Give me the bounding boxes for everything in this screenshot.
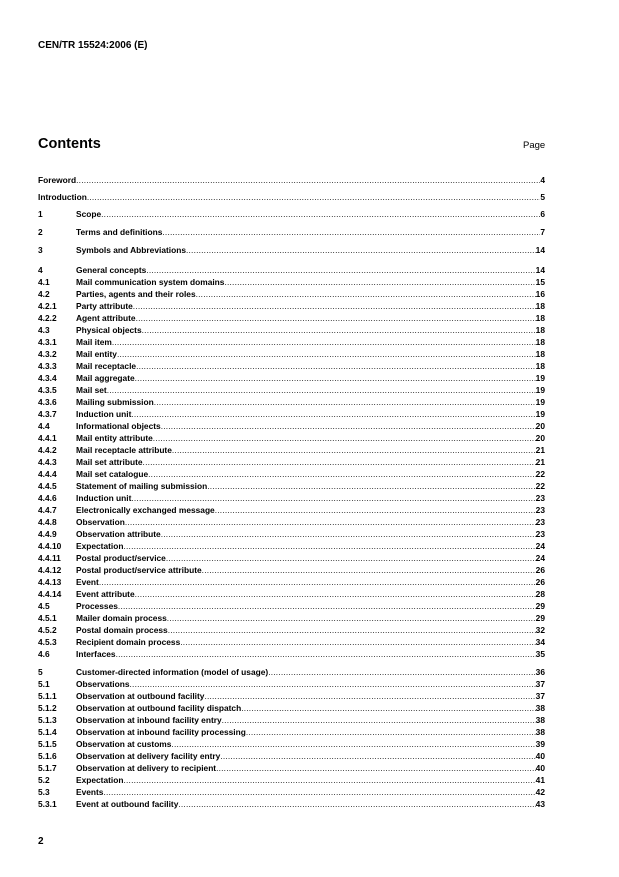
toc-entry-title: Agent attribute — [76, 313, 136, 323]
toc-entry-page: 28 — [535, 589, 545, 599]
toc-entry-page: 36 — [535, 667, 545, 677]
toc-entry-page: 23 — [535, 493, 545, 503]
toc-entry-page: 23 — [535, 529, 545, 539]
toc-leader-dots — [268, 667, 535, 677]
toc-leader-dots — [143, 457, 536, 467]
toc-entry-title: Processes — [76, 601, 118, 611]
toc-entry-title: Foreword — [38, 175, 77, 185]
toc-entry-title: Scope — [76, 209, 102, 219]
toc-entry-title: Expectation — [76, 541, 124, 551]
toc-entry-number: 5.3 — [38, 787, 50, 797]
toc-entry-title: Observation at outbound facility — [76, 691, 205, 701]
toc-entry-title: Mailing submission — [76, 397, 154, 407]
toc-leader-dots — [135, 373, 536, 383]
toc-entry-number: 4.4.1 — [38, 433, 57, 443]
toc-entry-page: 40 — [535, 763, 545, 773]
toc-entry-title: Induction unit — [76, 493, 132, 503]
toc-entry-page: 29 — [535, 613, 545, 623]
toc-entry-number: 4.6 — [38, 649, 50, 659]
toc-entry-page: 21 — [535, 445, 545, 455]
toc-entry-title: Mail set attribute — [76, 457, 143, 467]
toc-entry-number: 4.2.2 — [38, 313, 57, 323]
toc-leader-dots — [216, 763, 536, 773]
toc-entry[interactable] — [38, 335, 545, 347]
toc-entry-number: 4 — [38, 265, 43, 275]
toc-entry[interactable] — [38, 323, 545, 335]
toc-leader-dots — [99, 577, 536, 587]
toc-entry-number: 5.3.1 — [38, 799, 57, 809]
toc-entry-number: 4.5.2 — [38, 625, 57, 635]
toc-leader-dots — [172, 445, 536, 455]
toc-entry-number: 4.4.7 — [38, 505, 57, 515]
toc-leader-dots — [148, 469, 536, 479]
toc-entry-number: 4.3.6 — [38, 397, 57, 407]
toc-entry[interactable] — [38, 713, 545, 725]
document-header: CEN/TR 15524:2006 (E) — [38, 40, 148, 51]
toc-entry-page: 21 — [535, 457, 545, 467]
toc-entry-number: 4.5.3 — [38, 637, 57, 647]
toc-entry-title: Mail set — [76, 385, 107, 395]
toc-leader-dots — [178, 799, 535, 809]
toc-entry[interactable] — [38, 587, 545, 599]
toc-leader-dots — [125, 517, 536, 527]
toc-entry-page: 24 — [535, 541, 545, 551]
toc-entry[interactable] — [38, 539, 545, 551]
toc-entry-page: 18 — [535, 301, 545, 311]
toc-entry[interactable] — [38, 689, 545, 701]
toc-entry-page: 5 — [540, 192, 545, 202]
toc-leader-dots — [215, 505, 536, 515]
toc-entry-number: 4.5 — [38, 601, 50, 611]
toc-entry-number: 5.1.5 — [38, 739, 57, 749]
toc-entry-number: 4.4.9 — [38, 529, 57, 539]
toc-entry-title: Mail set catalogue — [76, 469, 149, 479]
toc-entry-number: 4.3.4 — [38, 373, 57, 383]
toc-entry-number: 4.4.13 — [38, 577, 62, 587]
toc-entry-title: Observation at delivery to recipient — [76, 763, 217, 773]
toc-leader-dots — [186, 245, 536, 255]
toc-entry-title: Postal product/service attribute — [76, 565, 202, 575]
toc-entry-page: 26 — [535, 565, 545, 575]
toc-leader-dots — [207, 481, 535, 491]
toc-leader-dots — [196, 289, 536, 299]
toc-entry-page: 19 — [535, 409, 545, 419]
toc-leader-dots — [107, 385, 536, 395]
toc-entry-page: 15 — [535, 277, 545, 287]
toc-entry-number: 4.4.5 — [38, 481, 57, 491]
toc-entry-title: Observation attribute — [76, 529, 161, 539]
toc-leader-dots — [161, 421, 536, 431]
toc-entry-title: Physical objects — [76, 325, 142, 335]
toc-leader-dots — [123, 541, 535, 551]
toc-entry-page: 42 — [535, 787, 545, 797]
toc-entry[interactable] — [38, 563, 545, 575]
toc-leader-dots — [123, 775, 535, 785]
toc-entry-title: Interfaces — [76, 649, 116, 659]
page-column-label: Page — [523, 140, 546, 151]
toc-entry-page: 37 — [535, 679, 545, 689]
toc-entry[interactable] — [38, 467, 545, 479]
toc-leader-dots — [116, 649, 536, 659]
toc-entry[interactable] — [38, 599, 545, 611]
toc-entry-page: 7 — [540, 227, 545, 237]
toc-entry-title: Mail aggregate — [76, 373, 135, 383]
toc-entry-title: Observation at outbound facility dispatch — [76, 703, 242, 713]
toc-leader-dots — [154, 397, 536, 407]
toc-entry-title: Observation at customs — [76, 739, 172, 749]
toc-entry-number: 5 — [38, 667, 43, 677]
toc-entry[interactable] — [38, 431, 545, 443]
toc-entry-page: 22 — [535, 481, 545, 491]
toc-entry-number: 4.4.3 — [38, 457, 57, 467]
toc-entry[interactable] — [38, 299, 545, 311]
toc-entry-number: 4.4.11 — [38, 553, 61, 563]
toc-leader-dots — [136, 361, 536, 371]
toc-entry-number: 4.1 — [38, 277, 50, 287]
toc-entry-title: Mail entity — [76, 349, 117, 359]
toc-entry[interactable] — [38, 395, 545, 407]
toc-entry-title: Parties, agents and their roles — [76, 289, 196, 299]
toc-entry[interactable] — [38, 443, 545, 455]
toc-entry-page: 18 — [535, 361, 545, 371]
toc-entry-page: 29 — [535, 601, 545, 611]
toc-entry-page: 38 — [535, 727, 545, 737]
toc-entry[interactable] — [38, 359, 545, 371]
toc-leader-dots — [167, 613, 536, 623]
toc-leader-dots — [168, 625, 536, 635]
toc-entry[interactable] — [38, 551, 545, 563]
page-number: 2 — [38, 836, 44, 847]
toc-entry-number: 4.4.8 — [38, 517, 57, 527]
toc-entry-number: 4.3.1 — [38, 337, 57, 347]
toc-entry-number: 4.4.14 — [38, 589, 62, 599]
toc-entry-number: 4.2 — [38, 289, 50, 299]
toc-entry-title: Mail communication system domains — [76, 277, 225, 287]
toc-entry-page: 34 — [535, 637, 545, 647]
toc-entry-page: 37 — [535, 691, 545, 701]
toc-entry-number: 5.1.4 — [38, 727, 57, 737]
toc-entry-page: 39 — [535, 739, 545, 749]
toc-leader-dots — [246, 727, 536, 737]
toc-entry-page: 26 — [535, 577, 545, 587]
toc-entry[interactable] — [38, 647, 545, 659]
toc-leader-dots — [133, 301, 536, 311]
toc-entry[interactable] — [38, 407, 545, 419]
toc-entry-number: 4.3.3 — [38, 361, 57, 371]
toc-entry-number: 4.4 — [38, 421, 50, 431]
toc-leader-dots — [136, 313, 536, 323]
toc-entry-title: Introduction — [38, 192, 87, 202]
toc-entry-title: Event attribute — [76, 589, 135, 599]
toc-entry-number: 5.1 — [38, 679, 50, 689]
toc-entry-page: 43 — [535, 799, 545, 809]
toc-entry[interactable] — [38, 455, 545, 467]
toc-entry-title: Events — [76, 787, 104, 797]
toc-entry-title: Observations — [76, 679, 130, 689]
toc-entry-title: Party attribute — [76, 301, 133, 311]
toc-entry[interactable] — [38, 575, 545, 587]
toc-entry-number: 4.3 — [38, 325, 50, 335]
toc-entry[interactable] — [38, 263, 545, 275]
toc-entry-page: 40 — [535, 751, 545, 761]
toc-entry[interactable] — [38, 207, 545, 219]
toc-entry-title: Recipient domain process — [76, 637, 181, 647]
toc-leader-dots — [162, 227, 540, 237]
toc-entry-page: 19 — [535, 373, 545, 383]
toc-entry-number: 4.2.1 — [38, 301, 57, 311]
toc-entry[interactable] — [38, 773, 545, 785]
toc-leader-dots — [101, 209, 540, 219]
toc-entry-title: Observation at delivery facility entry — [76, 751, 221, 761]
toc-entry-page: 20 — [535, 433, 545, 443]
toc-entry-page: 16 — [535, 289, 545, 299]
toc-entry-page: 14 — [535, 265, 545, 275]
toc-entry-page: 6 — [540, 209, 545, 219]
toc-entry[interactable] — [38, 635, 545, 647]
toc-entry-title: Observation at inbound facility entry — [76, 715, 222, 725]
toc-entry[interactable] — [38, 173, 545, 185]
toc-entry[interactable] — [38, 190, 545, 202]
toc-leader-dots — [118, 601, 536, 611]
toc-entry-number: 4.4.10 — [38, 541, 62, 551]
toc-entry-page: 38 — [535, 703, 545, 713]
toc-entry[interactable] — [38, 623, 545, 635]
toc-entry-number: 4.3.2 — [38, 349, 57, 359]
toc-entry-number: 4.4.6 — [38, 493, 57, 503]
toc-entry[interactable] — [38, 311, 545, 323]
toc-leader-dots — [202, 565, 536, 575]
toc-entry-title: Informational objects — [76, 421, 161, 431]
toc-entry[interactable] — [38, 243, 545, 255]
toc-entry[interactable] — [38, 761, 545, 773]
toc-entry-number: 5.1.6 — [38, 751, 57, 761]
toc-entry[interactable] — [38, 275, 545, 287]
toc-entry-page: 18 — [535, 325, 545, 335]
toc-entry-title: Mail entity attribute — [76, 433, 153, 443]
toc-entry-title: Event — [76, 577, 99, 587]
toc-entry-title: Symbols and Abbreviations — [76, 245, 186, 255]
toc-entry-page: 14 — [535, 245, 545, 255]
toc-entry[interactable] — [38, 503, 545, 515]
toc-leader-dots — [103, 787, 535, 797]
toc-leader-dots — [224, 277, 535, 287]
toc-entry-title: Observation at inbound facility processing — [76, 727, 246, 737]
toc-entry[interactable] — [38, 371, 545, 383]
toc-entry-page: 38 — [535, 715, 545, 725]
toc-entry-title: Mail receptacle attribute — [76, 445, 172, 455]
toc-entry[interactable] — [38, 737, 545, 749]
toc-entry[interactable] — [38, 665, 545, 677]
toc-entry-page: 35 — [535, 649, 545, 659]
toc-entry[interactable] — [38, 225, 545, 237]
toc-entry-number: 5.1.1 — [38, 691, 57, 701]
toc-leader-dots — [146, 265, 535, 275]
toc-entry[interactable] — [38, 749, 545, 761]
toc-entry[interactable] — [38, 347, 545, 359]
toc-entry-number: 4.4.12 — [38, 565, 62, 575]
toc-entry-title: Terms and definitions — [76, 227, 163, 237]
toc-entry-title: Mailer domain process — [76, 613, 167, 623]
toc-entry-number: 5.1.7 — [38, 763, 57, 773]
toc-entry-number: 4.3.7 — [38, 409, 57, 419]
toc-entry-number: 4.3.5 — [38, 385, 57, 395]
toc-entry-number: 5.1.3 — [38, 715, 57, 725]
toc-entry-number: 1 — [38, 209, 43, 219]
toc-entry-title: Event at outbound facility — [76, 799, 179, 809]
toc-leader-dots — [131, 409, 535, 419]
toc-entry-page: 4 — [540, 175, 545, 185]
toc-entry-number: 3 — [38, 245, 43, 255]
toc-leader-dots — [220, 751, 535, 761]
toc-entry-title: Statement of mailing submission — [76, 481, 208, 491]
toc-entry-page: 19 — [535, 397, 545, 407]
toc-entry-number: 2 — [38, 227, 43, 237]
toc-entry-page: 19 — [535, 385, 545, 395]
toc-entry[interactable] — [38, 383, 545, 395]
toc-leader-dots — [142, 325, 536, 335]
toc-leader-dots — [112, 337, 536, 347]
toc-entry[interactable] — [38, 479, 545, 491]
toc-leader-dots — [171, 739, 535, 749]
toc-entry[interactable] — [38, 419, 545, 431]
toc-entry-page: 20 — [535, 421, 545, 431]
toc-leader-dots — [241, 703, 535, 713]
toc-entry-title: Induction unit — [76, 409, 132, 419]
toc-entry-number: 5.2 — [38, 775, 50, 785]
toc-entry-page: 18 — [535, 313, 545, 323]
toc-leader-dots — [131, 493, 535, 503]
toc-entry-title: Expectation — [76, 775, 124, 785]
toc-leader-dots — [130, 679, 536, 689]
toc-entry-page: 24 — [535, 553, 545, 563]
toc-leader-dots — [166, 553, 536, 563]
toc-entry[interactable] — [38, 491, 545, 503]
toc-entry-title: Mail item — [76, 337, 112, 347]
toc-entry-page: 23 — [535, 517, 545, 527]
toc-entry[interactable] — [38, 797, 545, 809]
toc-entry[interactable] — [38, 611, 545, 623]
toc-leader-dots — [222, 715, 536, 725]
toc-entry[interactable] — [38, 725, 545, 737]
toc-entry-title: Postal product/service — [76, 553, 166, 563]
toc-entry-title: Mail receptacle — [76, 361, 137, 371]
contents-title: Contents — [38, 136, 101, 152]
toc-entry-page: 41 — [535, 775, 545, 785]
toc-leader-dots — [161, 529, 536, 539]
toc-leader-dots — [180, 637, 535, 647]
toc-entry[interactable] — [38, 527, 545, 539]
toc-entry[interactable] — [38, 287, 545, 299]
toc-leader-dots — [135, 589, 536, 599]
toc-entry-page: 18 — [535, 349, 545, 359]
toc-entry-title: Electronically exchanged message — [76, 505, 215, 515]
toc-entry-page: 32 — [535, 625, 545, 635]
toc-entry-number: 5.1.2 — [38, 703, 57, 713]
toc-entry-page: 22 — [535, 469, 545, 479]
toc-entry-number: 4.5.1 — [38, 613, 57, 623]
toc-entry[interactable] — [38, 677, 545, 689]
toc-entry-number: 4.4.2 — [38, 445, 57, 455]
toc-entry-title: Customer-directed information (model of usage) — [76, 667, 269, 677]
toc-leader-dots — [76, 175, 540, 185]
toc-entry-number: 4.4.4 — [38, 469, 57, 479]
toc-leader-dots — [153, 433, 536, 443]
toc-leader-dots — [204, 691, 535, 701]
toc-entry[interactable] — [38, 515, 545, 527]
toc-entry[interactable] — [38, 785, 545, 797]
toc-entry-title: Postal domain process — [76, 625, 168, 635]
toc-entry-page: 23 — [535, 505, 545, 515]
toc-leader-dots — [117, 349, 536, 359]
toc-entry[interactable] — [38, 701, 545, 713]
toc-entry-title: General concepts — [76, 265, 147, 275]
toc-leader-dots — [87, 192, 540, 202]
toc-entry-title: Observation — [76, 517, 125, 527]
toc-entry-page: 18 — [535, 337, 545, 347]
